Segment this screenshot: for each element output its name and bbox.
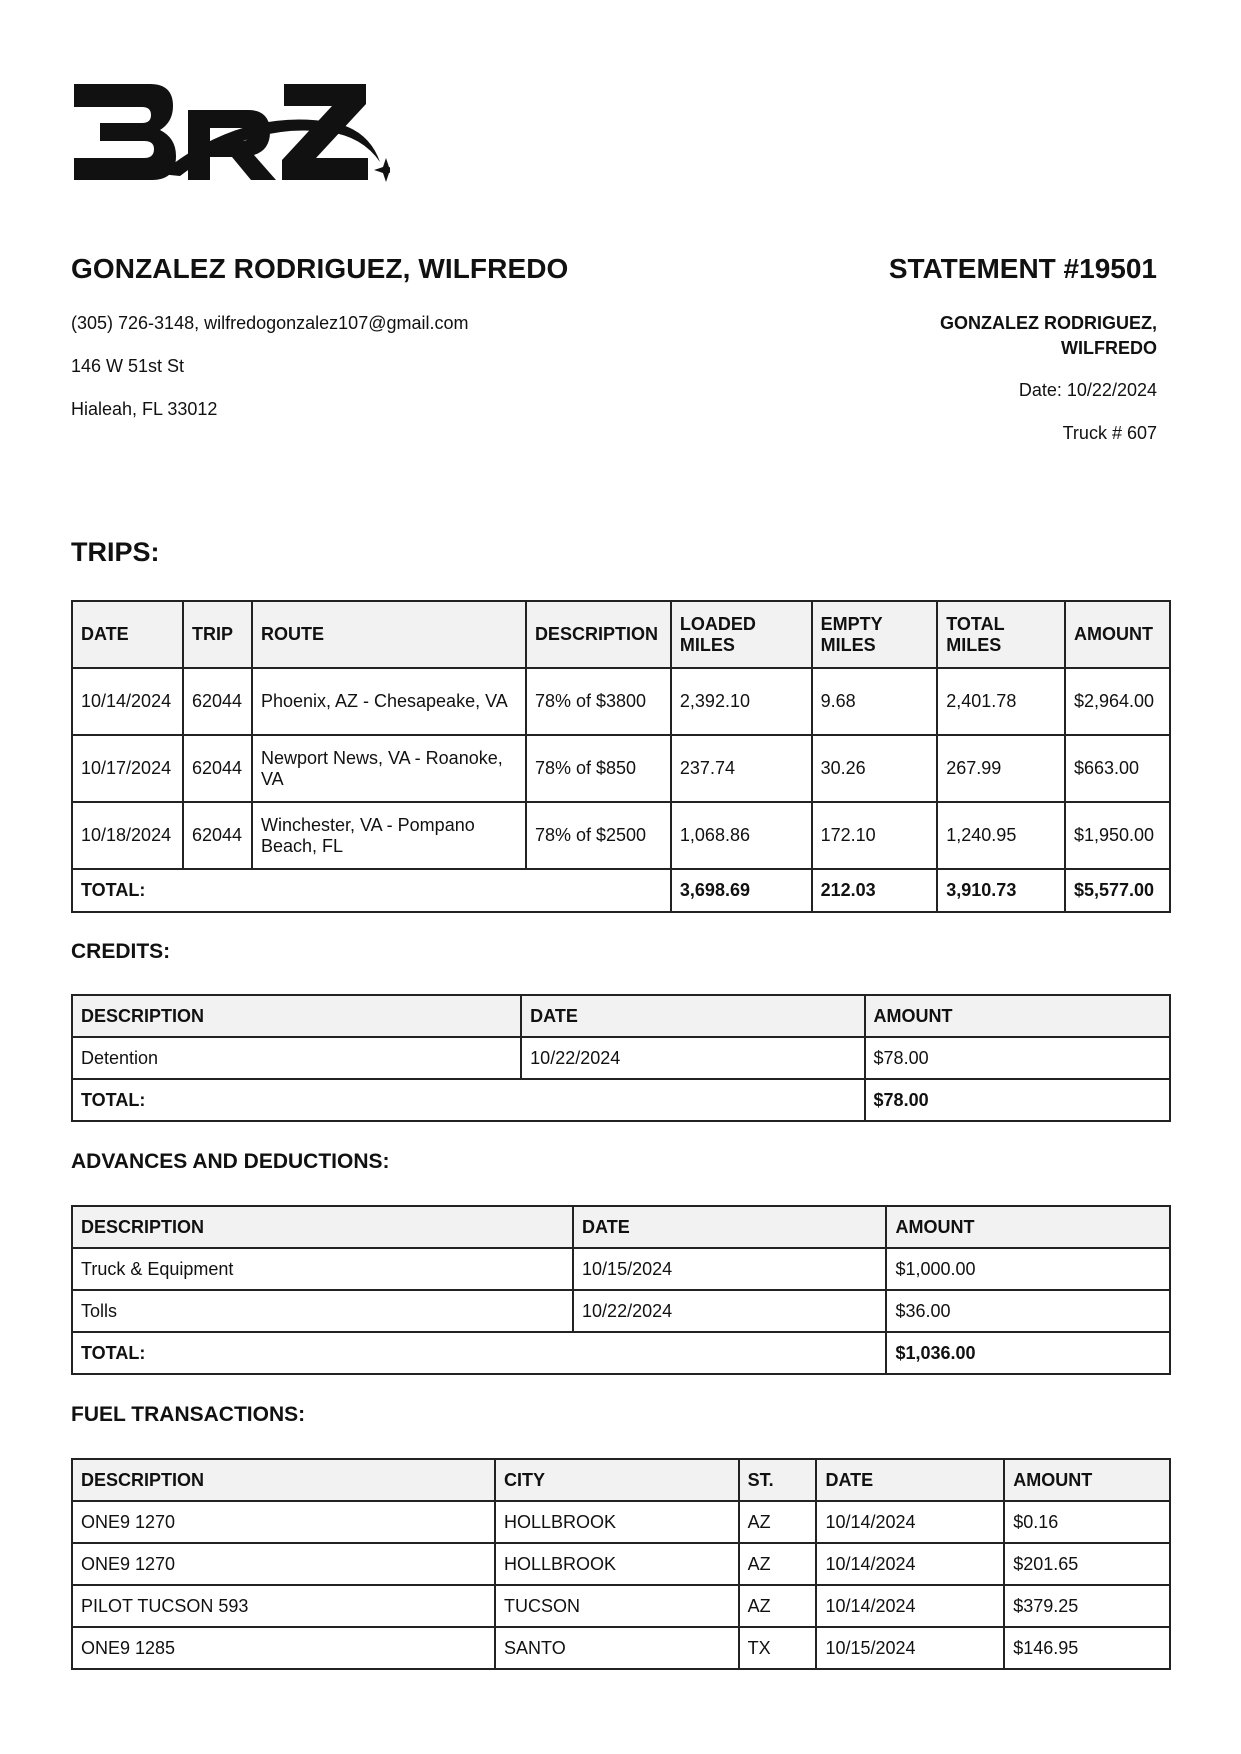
fuel-amount: $201.65 xyxy=(1004,1543,1170,1585)
table-row xyxy=(72,1248,1170,1290)
advances-total-amount: $1,036.00 xyxy=(886,1332,1170,1374)
trip-amount: $663.00 xyxy=(1065,735,1170,802)
trip-empty-miles: 172.10 xyxy=(812,802,938,869)
fuel-city: SANTO xyxy=(495,1627,739,1669)
company-logo xyxy=(70,78,390,193)
credits-total-label: TOTAL: xyxy=(72,1079,865,1121)
table-row xyxy=(72,1627,1170,1669)
col-loaded-miles-l1: LOADED xyxy=(679,613,756,634)
fuel-title: FUEL TRANSACTIONS: xyxy=(71,1403,306,1426)
fuel-city: TUCSON xyxy=(495,1585,739,1627)
advances-header-row xyxy=(72,1206,1170,1248)
trip-number: 62044 xyxy=(183,668,252,735)
trip-amount: $2,964.00 xyxy=(1065,668,1170,735)
advance-amount: $36.00 xyxy=(886,1290,1170,1332)
fuel-date: 10/14/2024 xyxy=(816,1543,1004,1585)
statement-driver-name-line1: GONZALEZ RODRIGUEZ, xyxy=(940,313,1157,333)
advance-description: Truck & Equipment xyxy=(72,1248,573,1290)
table-row xyxy=(72,1037,1170,1079)
col-amount: AMOUNT xyxy=(865,995,1170,1037)
credits-total-row xyxy=(72,1079,1170,1121)
driver-contact: (305) 726-3148, wilfredogonzalez107@gmail.com xyxy=(71,313,469,333)
col-total-miles xyxy=(937,601,1065,668)
advance-description: Tolls xyxy=(72,1290,573,1332)
fuel-state: AZ xyxy=(739,1501,817,1543)
table-row xyxy=(72,802,1170,869)
fuel-state: TX xyxy=(739,1627,817,1669)
fuel-description: PILOT TUCSON 593 xyxy=(72,1585,495,1627)
trip-date: 10/14/2024 xyxy=(72,668,183,735)
trip-date: 10/17/2024 xyxy=(72,735,183,802)
fuel-amount: $146.95 xyxy=(1004,1627,1170,1669)
col-amount: AMOUNT xyxy=(1004,1459,1170,1501)
col-description: DESCRIPTION xyxy=(72,995,521,1037)
advance-date: 10/15/2024 xyxy=(573,1248,886,1290)
statement-info xyxy=(677,253,1157,443)
col-description: DESCRIPTION xyxy=(72,1459,495,1501)
fuel-state: AZ xyxy=(739,1585,817,1627)
table-row xyxy=(72,735,1170,802)
trip-loaded-miles: 1,068.86 xyxy=(671,802,812,869)
trip-description: 78% of $2500 xyxy=(526,802,671,869)
col-empty-miles-l1: EMPTY xyxy=(820,613,883,634)
statement-driver-name xyxy=(940,311,1157,361)
trips-header-row xyxy=(72,601,1170,668)
statement-title: STATEMENT #19501 xyxy=(888,253,1157,284)
trip-route: Winchester, VA - Pompano Beach, FL xyxy=(252,802,526,869)
col-empty-miles xyxy=(812,601,938,668)
col-description: DESCRIPTION xyxy=(526,601,671,668)
fuel-description: ONE9 1285 xyxy=(72,1627,495,1669)
col-loaded-miles-l2: MILES xyxy=(679,634,735,655)
col-date: DATE xyxy=(573,1206,886,1248)
table-row xyxy=(72,668,1170,735)
trip-total-miles: 267.99 xyxy=(937,735,1065,802)
trips-total-label: TOTAL: xyxy=(72,869,671,912)
col-total-miles-l2: MILES xyxy=(946,634,1002,655)
fuel-header-row xyxy=(72,1459,1170,1501)
trips-total-amount: $5,577.00 xyxy=(1065,869,1170,912)
table-row xyxy=(72,1501,1170,1543)
credit-amount: $78.00 xyxy=(865,1037,1170,1079)
trips-title: TRIPS: xyxy=(71,537,160,567)
fuel-amount: $0.16 xyxy=(1004,1501,1170,1543)
trips-total-miles: 3,910.73 xyxy=(937,869,1065,912)
credits-total-amount: $78.00 xyxy=(865,1079,1170,1121)
credit-description: Detention xyxy=(72,1037,521,1079)
col-empty-miles-l2: MILES xyxy=(820,634,876,655)
trips-total-loaded: 3,698.69 xyxy=(671,869,812,912)
trip-total-miles: 2,401.78 xyxy=(937,668,1065,735)
advance-date: 10/22/2024 xyxy=(573,1290,886,1332)
statement-date: Date: 10/22/2024 xyxy=(1018,380,1157,400)
credits-table xyxy=(71,994,1171,1122)
advances-title: ADVANCES AND DEDUCTIONS: xyxy=(71,1150,390,1173)
col-state: ST. xyxy=(739,1459,817,1501)
table-row xyxy=(72,1290,1170,1332)
col-trip: TRIP xyxy=(183,601,252,668)
fuel-city: HOLLBROOK xyxy=(495,1543,739,1585)
table-row xyxy=(72,1543,1170,1585)
credits-header-row xyxy=(72,995,1170,1037)
trip-empty-miles: 9.68 xyxy=(812,668,938,735)
truck-number: Truck # 607 xyxy=(1062,423,1157,443)
col-date: DATE xyxy=(816,1459,1004,1501)
driver-name: GONZALEZ RODRIGUEZ, WILFREDO xyxy=(71,253,569,284)
trips-total-row xyxy=(72,869,1170,912)
statement-driver-name-line2: WILFREDO xyxy=(1061,338,1157,358)
trip-total-miles: 1,240.95 xyxy=(937,802,1065,869)
trip-date: 10/18/2024 xyxy=(72,802,183,869)
col-description: DESCRIPTION xyxy=(72,1206,573,1248)
fuel-date: 10/15/2024 xyxy=(816,1627,1004,1669)
advances-total-row xyxy=(72,1332,1170,1374)
col-amount: AMOUNT xyxy=(886,1206,1170,1248)
trip-number: 62044 xyxy=(183,802,252,869)
col-loaded-miles xyxy=(671,601,812,668)
trip-description: 78% of $3800 xyxy=(526,668,671,735)
table-row xyxy=(72,1585,1170,1627)
fuel-date: 10/14/2024 xyxy=(816,1501,1004,1543)
fuel-city: HOLLBROOK xyxy=(495,1501,739,1543)
fuel-description: ONE9 1270 xyxy=(72,1501,495,1543)
col-amount: AMOUNT xyxy=(1065,601,1170,668)
driver-info xyxy=(71,253,711,419)
col-date: DATE xyxy=(72,601,183,668)
trip-amount: $1,950.00 xyxy=(1065,802,1170,869)
col-city: CITY xyxy=(495,1459,739,1501)
credits-title: CREDITS: xyxy=(71,940,171,963)
advance-amount: $1,000.00 xyxy=(886,1248,1170,1290)
trip-route: Phoenix, AZ - Chesapeake, VA xyxy=(252,668,526,735)
trip-number: 62044 xyxy=(183,735,252,802)
col-total-miles-l1: TOTAL xyxy=(946,613,1005,634)
fuel-amount: $379.25 xyxy=(1004,1585,1170,1627)
trip-loaded-miles: 2,392.10 xyxy=(671,668,812,735)
fuel-table xyxy=(71,1458,1171,1670)
trip-empty-miles: 30.26 xyxy=(812,735,938,802)
trips-total-empty: 212.03 xyxy=(812,869,938,912)
col-date: DATE xyxy=(521,995,864,1037)
fuel-state: AZ xyxy=(739,1543,817,1585)
driver-address-line1: 146 W 51st St xyxy=(71,356,185,376)
col-route: ROUTE xyxy=(252,601,526,668)
driver-address-line2: Hialeah, FL 33012 xyxy=(71,399,218,419)
fuel-description: ONE9 1270 xyxy=(72,1543,495,1585)
trip-description: 78% of $850 xyxy=(526,735,671,802)
advances-table xyxy=(71,1205,1171,1375)
trip-route: Newport News, VA - Roanoke, VA xyxy=(252,735,526,802)
advances-total-label: TOTAL: xyxy=(72,1332,886,1374)
trip-loaded-miles: 237.74 xyxy=(671,735,812,802)
trips-table xyxy=(71,600,1171,913)
fuel-date: 10/14/2024 xyxy=(816,1585,1004,1627)
credit-date: 10/22/2024 xyxy=(521,1037,864,1079)
